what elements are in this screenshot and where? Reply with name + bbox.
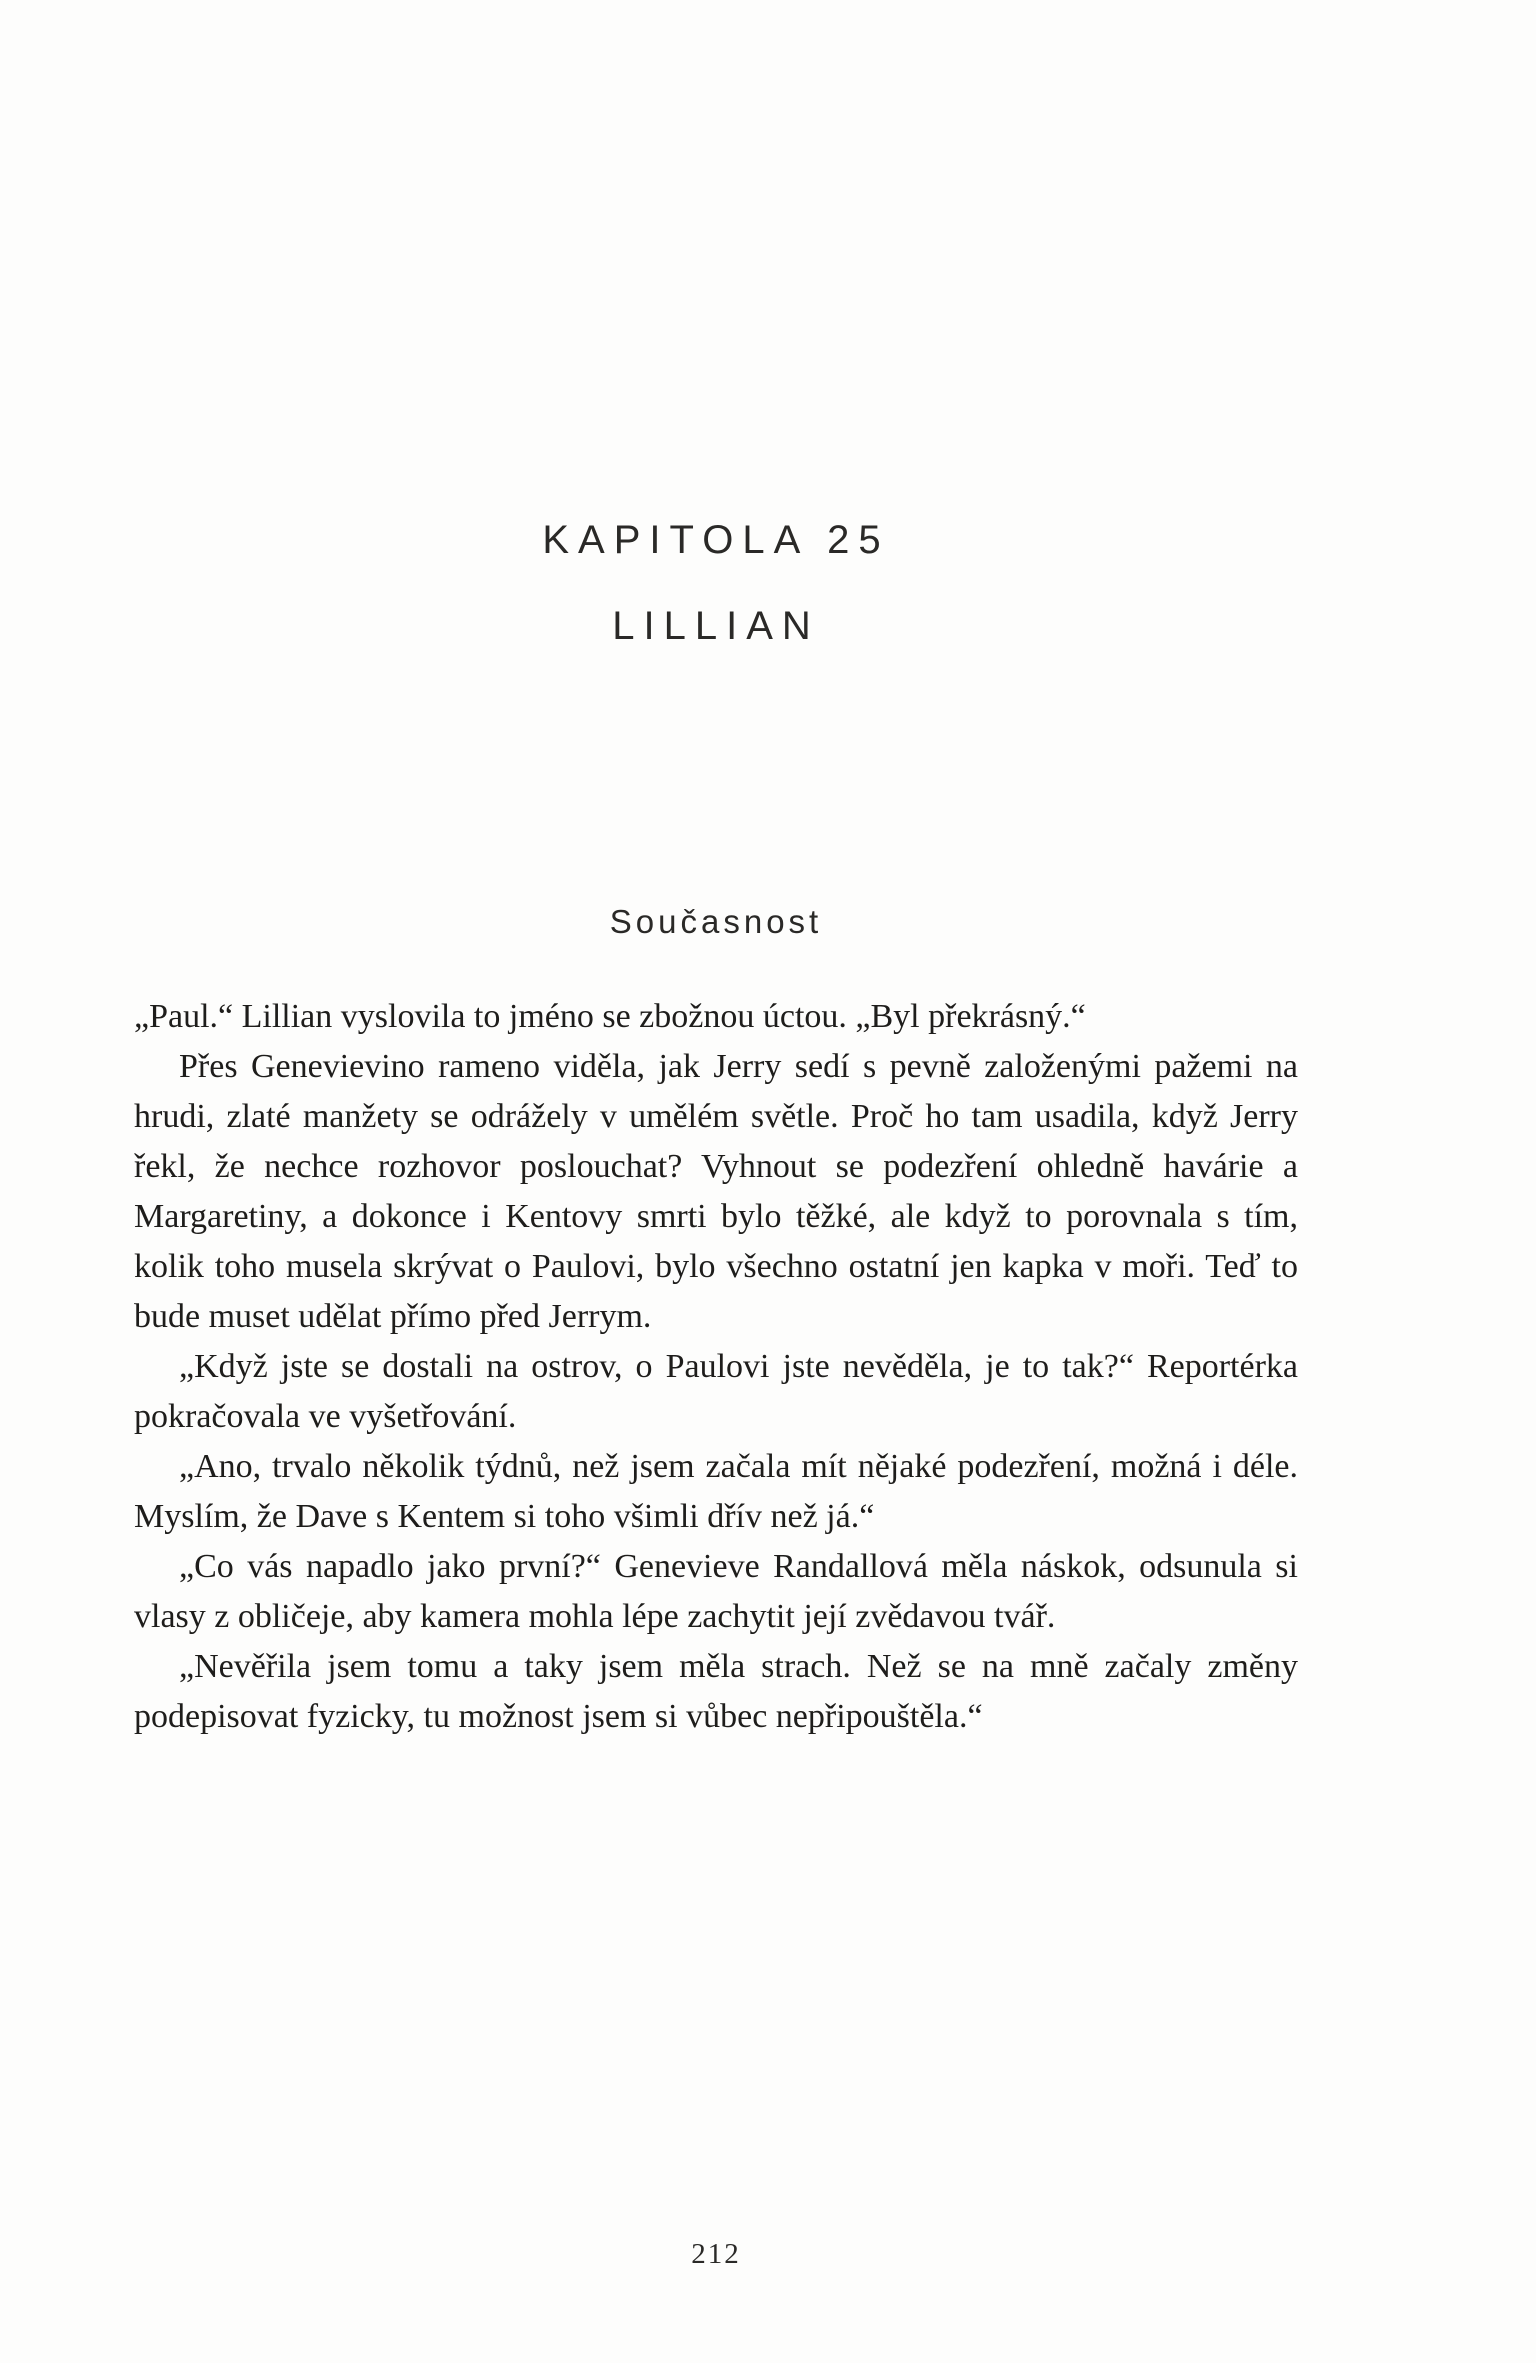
paragraph: „Co vás napadlo jako první?“ Genevieve Randallová měla náskok, odsunula si vlasy z obličeje, aby kamera mohla lépe zachytit její zvědavou tvář. (134, 1548, 1298, 1635)
chapter-title: KAPITOLA 25 (542, 518, 890, 562)
page-footer (134, 2238, 1298, 2271)
body-text (134, 992, 1298, 1742)
chapter-subtitle: LILLIAN (612, 604, 820, 648)
paragraph: „Nevěřila jsem tomu a taky jsem měla strach. Než se na mně začaly změny podepisovat fyzicky, tu možnost jsem si vůbec nepřipouštěla.“ (134, 1648, 1298, 1735)
section-heading: Současnost (609, 903, 823, 940)
paragraph: „Když jste se dostali na ostrov, o Paulovi jste nevěděla, je to tak?“ Reportérka pokračovala ve vyšetřování. (134, 1348, 1298, 1435)
chapter-header (134, 520, 1298, 646)
paragraph: „Ano, trvalo několik týdnů, než jsem začala mít nějaké podezření, možná i déle. Myslím, že Dave s Kentem si toho všimli dřív než já.“ (134, 1448, 1298, 1535)
page-number: 212 (691, 2238, 741, 2270)
paragraph: Přes Genevievino rameno viděla, jak Jerry sedí s pevně založenými pažemi na hrudi, zlaté manžety se odrážely v umělém světle. Proč ho tam usadila, když Jerry řekl, že nechce rozhovor poslouchat? Vyhnout se podezření ohledně havárie a Margaretiny, a dokonce i Kentovy smrti bylo těžké, ale když to porovnala s tím, kolik toho musela skrývat o Paulovi, bylo všechno ostatní jen kapka v moři. Teď to bude muset udělat přímo před Jerrym. (134, 1048, 1298, 1335)
book-page (134, 0, 1298, 2363)
paragraph: „Paul.“ Lillian vyslovila to jméno se zbožnou úctou. „Byl překrásný.“ (134, 998, 1086, 1035)
